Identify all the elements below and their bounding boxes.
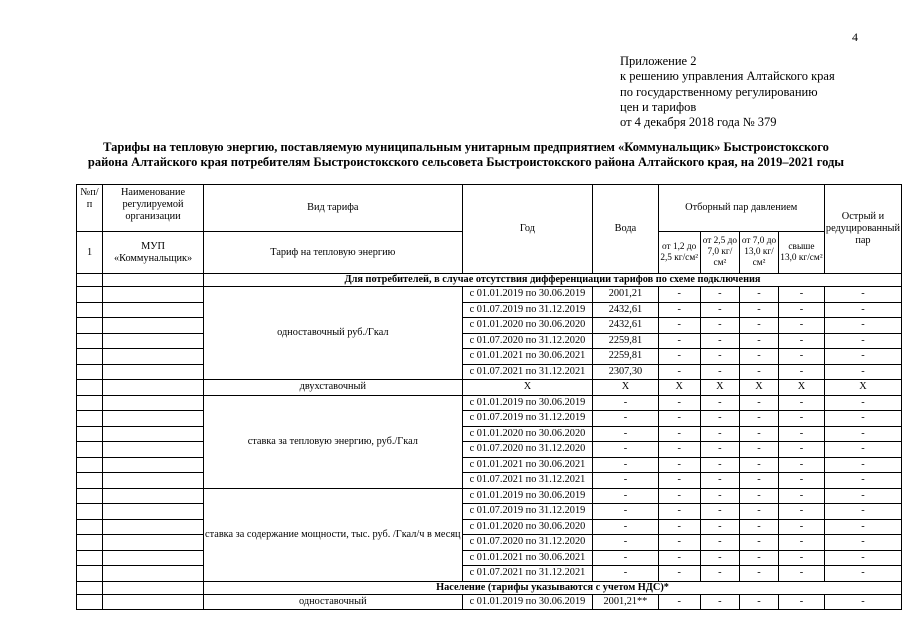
- empty-cell: [77, 473, 103, 489]
- empty-value-cell: -: [779, 442, 825, 458]
- water-value-cell: 2307,30: [593, 364, 658, 380]
- empty-value-cell: -: [740, 411, 779, 427]
- table-row: [77, 380, 902, 396]
- not-applicable-cell: Х: [824, 380, 901, 396]
- empty-cell: [77, 488, 103, 504]
- empty-value-cell: -: [740, 504, 779, 520]
- period-cell: с 01.01.2020 по 30.06.2020: [462, 318, 593, 334]
- header-year: Год: [462, 185, 593, 274]
- period-cell: с 01.07.2020 по 31.12.2020: [462, 535, 593, 551]
- header-steam-1: от 1,2 до 2,5 кг/см²: [658, 232, 700, 274]
- empty-value-cell: -: [824, 302, 901, 318]
- empty-value-cell: -: [824, 535, 901, 551]
- empty-value-cell: -: [824, 566, 901, 582]
- empty-value-cell: -: [779, 457, 825, 473]
- empty-value-cell: -: [658, 411, 700, 427]
- group-single-rate-population: одноставочный: [204, 594, 463, 610]
- empty-value-cell: -: [779, 594, 825, 610]
- appendix-line: Приложение 2: [620, 54, 697, 68]
- empty-value-cell: -: [700, 566, 739, 582]
- period-cell: с 01.01.2019 по 30.06.2019: [462, 594, 593, 610]
- section-row: [77, 274, 902, 287]
- empty-value-cell: -: [700, 473, 739, 489]
- empty-value-cell: -: [740, 488, 779, 504]
- appendix-line: по государственному регулированию: [620, 84, 818, 99]
- empty-value-cell: -: [779, 364, 825, 380]
- empty-value-cell: -: [740, 594, 779, 610]
- empty-value-cell: -: [700, 302, 739, 318]
- empty-cell: [77, 364, 103, 380]
- empty-value-cell: -: [740, 550, 779, 566]
- period-cell: с 01.01.2021 по 30.06.2021: [462, 550, 593, 566]
- table-row: [77, 519, 902, 535]
- empty-value-cell: -: [824, 457, 901, 473]
- empty-value-cell: -: [824, 411, 901, 427]
- empty-value-cell: -: [593, 519, 658, 535]
- empty-cell: [103, 442, 204, 458]
- period-cell: с 01.01.2019 по 30.06.2019: [462, 488, 593, 504]
- period-cell: с 01.01.2021 по 30.06.2021: [462, 457, 593, 473]
- title-line: района Алтайского края потребителям Быстроистокского сельсовета Быстроистокского района Алтайского края, на 2019–2021 годы: [87, 155, 845, 169]
- empty-value-cell: -: [658, 287, 700, 303]
- water-value-cell: 2001,21**: [593, 594, 658, 610]
- table-row: [77, 504, 902, 520]
- title-line: Тарифы на тепловую энергию, поставляемую муниципальным унитарным предприятием «Коммунальщик» Быстроистокского: [103, 140, 829, 154]
- empty-value-cell: -: [593, 411, 658, 427]
- table-row: [77, 364, 902, 380]
- page-number: 4: [852, 30, 858, 44]
- empty-cell: [77, 504, 103, 520]
- header-water: Вода: [593, 185, 658, 274]
- table-row: [77, 302, 902, 318]
- appendix-line: от 4 декабря 2018 года № 379: [620, 115, 777, 130]
- not-applicable-cell: Х: [462, 380, 593, 396]
- appendix-line: к решению управления Алтайского края: [620, 69, 835, 84]
- empty-value-cell: -: [593, 566, 658, 582]
- empty-value-cell: -: [824, 287, 901, 303]
- empty-value-cell: -: [700, 426, 739, 442]
- empty-value-cell: -: [740, 333, 779, 349]
- empty-value-cell: -: [824, 519, 901, 535]
- empty-cell: [103, 364, 204, 380]
- period-cell: с 01.07.2021 по 31.12.2021: [462, 364, 593, 380]
- empty-value-cell: -: [740, 287, 779, 303]
- empty-value-cell: -: [824, 426, 901, 442]
- empty-cell: [103, 594, 204, 610]
- empty-value-cell: -: [593, 535, 658, 551]
- empty-value-cell: -: [658, 550, 700, 566]
- period-cell: с 01.01.2019 по 30.06.2019: [462, 287, 593, 303]
- water-value-cell: 2432,61: [593, 302, 658, 318]
- table-row: [77, 426, 902, 442]
- empty-value-cell: -: [824, 550, 901, 566]
- table-row: [77, 457, 902, 473]
- empty-value-cell: -: [593, 504, 658, 520]
- not-applicable-cell: Х: [593, 380, 658, 396]
- empty-cell: [77, 426, 103, 442]
- org-tariff: Тариф на тепловую энергию: [204, 232, 463, 274]
- appendix-note: [620, 54, 835, 130]
- empty-value-cell: -: [593, 550, 658, 566]
- empty-value-cell: -: [700, 349, 739, 365]
- empty-cell: [77, 287, 103, 303]
- empty-value-cell: -: [824, 594, 901, 610]
- empty-value-cell: -: [779, 488, 825, 504]
- empty-cell: [103, 519, 204, 535]
- period-cell: с 01.01.2019 по 30.06.2019: [462, 395, 593, 411]
- empty-value-cell: -: [658, 442, 700, 458]
- empty-cell: [103, 535, 204, 551]
- empty-cell: [77, 594, 103, 610]
- empty-cell: [77, 380, 103, 396]
- empty-cell: [103, 411, 204, 427]
- table-row: [77, 594, 902, 610]
- period-cell: с 01.07.2020 по 31.12.2020: [462, 333, 593, 349]
- empty-cell: [103, 581, 204, 594]
- empty-cell: [103, 380, 204, 396]
- empty-value-cell: -: [700, 535, 739, 551]
- appendix-line: цен и тарифов: [620, 99, 697, 114]
- empty-value-cell: -: [658, 504, 700, 520]
- empty-cell: [77, 395, 103, 411]
- empty-value-cell: -: [740, 457, 779, 473]
- empty-cell: [77, 550, 103, 566]
- empty-value-cell: -: [779, 550, 825, 566]
- empty-value-cell: -: [593, 473, 658, 489]
- empty-value-cell: -: [658, 519, 700, 535]
- water-value-cell: 2259,81: [593, 349, 658, 365]
- table-row: [77, 333, 902, 349]
- water-value-cell: 2001,21: [593, 287, 658, 303]
- empty-value-cell: -: [740, 442, 779, 458]
- empty-value-cell: -: [740, 318, 779, 334]
- empty-value-cell: -: [779, 473, 825, 489]
- period-cell: с 01.07.2021 по 31.12.2021: [462, 473, 593, 489]
- empty-cell: [77, 457, 103, 473]
- empty-cell: [77, 302, 103, 318]
- period-cell: с 01.07.2019 по 31.12.2019: [462, 302, 593, 318]
- empty-cell: [103, 287, 204, 303]
- empty-value-cell: -: [700, 318, 739, 334]
- empty-value-cell: -: [779, 302, 825, 318]
- empty-value-cell: -: [593, 426, 658, 442]
- empty-cell: [103, 274, 204, 287]
- not-applicable-cell: Х: [700, 380, 739, 396]
- empty-value-cell: -: [740, 473, 779, 489]
- empty-cell: [77, 411, 103, 427]
- org-name: МУП «Коммунальщик»: [103, 232, 204, 274]
- empty-cell: [103, 395, 204, 411]
- water-value-cell: 2259,81: [593, 333, 658, 349]
- empty-cell: [103, 333, 204, 349]
- table-row: [77, 442, 902, 458]
- empty-cell: [103, 457, 204, 473]
- empty-value-cell: -: [658, 473, 700, 489]
- water-value-cell: 2432,61: [593, 318, 658, 334]
- empty-value-cell: -: [658, 566, 700, 582]
- org-num: 1: [77, 232, 103, 274]
- section-row: [77, 581, 902, 594]
- period-cell: с 01.07.2021 по 31.12.2021: [462, 566, 593, 582]
- empty-cell: [103, 473, 204, 489]
- header-steam-4: свыше 13,0 кг/см²: [779, 232, 825, 274]
- empty-value-cell: -: [824, 488, 901, 504]
- empty-value-cell: -: [593, 395, 658, 411]
- empty-cell: [77, 274, 103, 287]
- empty-value-cell: -: [658, 333, 700, 349]
- header-steam-3: от 7,0 до 13,0 кг/см²: [740, 232, 779, 274]
- empty-value-cell: -: [700, 504, 739, 520]
- empty-value-cell: -: [700, 457, 739, 473]
- empty-cell: [103, 349, 204, 365]
- empty-value-cell: -: [658, 302, 700, 318]
- empty-value-cell: -: [700, 519, 739, 535]
- not-applicable-cell: Х: [779, 380, 825, 396]
- empty-value-cell: -: [779, 318, 825, 334]
- empty-value-cell: -: [779, 426, 825, 442]
- empty-value-cell: -: [740, 395, 779, 411]
- section-title-consumers: Для потребителей, в случае отсутствия дифференциации тарифов по схеме подключения: [204, 274, 902, 287]
- empty-value-cell: -: [740, 566, 779, 582]
- empty-value-cell: -: [700, 395, 739, 411]
- empty-cell: [77, 349, 103, 365]
- empty-value-cell: -: [700, 442, 739, 458]
- empty-value-cell: -: [658, 457, 700, 473]
- group-single-rate: одноставочный руб./Гкал: [204, 287, 463, 380]
- empty-value-cell: -: [658, 594, 700, 610]
- empty-value-cell: -: [824, 364, 901, 380]
- group-capacity-rate: ставка за содержание мощности, тыс. руб. /Гкал/ч в месяц: [204, 488, 463, 581]
- period-cell: с 01.07.2019 по 31.12.2019: [462, 504, 593, 520]
- empty-cell: [77, 442, 103, 458]
- table-row: [77, 287, 902, 303]
- empty-value-cell: -: [779, 411, 825, 427]
- empty-cell: [103, 488, 204, 504]
- empty-cell: [77, 535, 103, 551]
- empty-cell: [103, 318, 204, 334]
- empty-value-cell: -: [593, 457, 658, 473]
- not-applicable-cell: Х: [658, 380, 700, 396]
- empty-value-cell: -: [824, 442, 901, 458]
- empty-cell: [77, 519, 103, 535]
- empty-value-cell: -: [700, 411, 739, 427]
- table-row: [77, 566, 902, 582]
- empty-value-cell: -: [779, 287, 825, 303]
- empty-value-cell: -: [740, 349, 779, 365]
- empty-cell: [77, 318, 103, 334]
- empty-cell: [103, 550, 204, 566]
- empty-cell: [77, 566, 103, 582]
- empty-cell: [77, 333, 103, 349]
- empty-value-cell: -: [779, 535, 825, 551]
- empty-value-cell: -: [700, 333, 739, 349]
- empty-value-cell: -: [779, 504, 825, 520]
- header-sharp-steam: Острый и редуцированный пар: [824, 185, 901, 274]
- tariff-table: [76, 184, 902, 610]
- empty-cell: [103, 504, 204, 520]
- empty-value-cell: -: [658, 318, 700, 334]
- empty-cell: [103, 426, 204, 442]
- empty-value-cell: -: [700, 550, 739, 566]
- period-cell: с 01.01.2021 по 30.06.2021: [462, 349, 593, 365]
- empty-value-cell: -: [658, 535, 700, 551]
- empty-value-cell: -: [779, 395, 825, 411]
- document-title: [40, 140, 892, 170]
- period-cell: с 01.07.2020 по 31.12.2020: [462, 442, 593, 458]
- empty-value-cell: -: [658, 349, 700, 365]
- header-org: Наименование регулируемой организации: [103, 185, 204, 232]
- period-cell: с 01.01.2020 по 30.06.2020: [462, 426, 593, 442]
- header-steam-2: от 2,5 до 7,0 кг/см²: [700, 232, 739, 274]
- empty-value-cell: -: [700, 364, 739, 380]
- empty-value-cell: -: [658, 488, 700, 504]
- empty-value-cell: -: [593, 442, 658, 458]
- empty-value-cell: -: [779, 519, 825, 535]
- table-row: [77, 488, 902, 504]
- empty-value-cell: -: [593, 488, 658, 504]
- empty-value-cell: -: [824, 504, 901, 520]
- period-cell: с 01.01.2020 по 30.06.2020: [462, 519, 593, 535]
- empty-value-cell: -: [824, 349, 901, 365]
- empty-value-cell: -: [658, 395, 700, 411]
- empty-value-cell: -: [824, 395, 901, 411]
- empty-cell: [103, 302, 204, 318]
- empty-value-cell: -: [658, 364, 700, 380]
- empty-value-cell: -: [700, 287, 739, 303]
- table-row: [77, 349, 902, 365]
- empty-value-cell: -: [740, 535, 779, 551]
- empty-value-cell: -: [658, 426, 700, 442]
- empty-value-cell: -: [824, 333, 901, 349]
- empty-value-cell: -: [740, 364, 779, 380]
- table-row: [77, 395, 902, 411]
- empty-value-cell: -: [700, 488, 739, 504]
- empty-value-cell: -: [700, 594, 739, 610]
- empty-value-cell: -: [740, 302, 779, 318]
- empty-value-cell: -: [779, 566, 825, 582]
- not-applicable-cell: Х: [740, 380, 779, 396]
- empty-value-cell: -: [779, 333, 825, 349]
- table-row: [77, 473, 902, 489]
- group-two-rate: двухставочный: [204, 380, 463, 396]
- header-num: №п/п: [77, 185, 103, 232]
- table-row: [77, 318, 902, 334]
- section-title-population: Население (тарифы указываются с учетом НДС)*: [204, 581, 902, 594]
- empty-value-cell: -: [740, 426, 779, 442]
- header-tariff-type: Вид тарифа: [204, 185, 463, 232]
- empty-cell: [103, 566, 204, 582]
- table-row: [77, 411, 902, 427]
- empty-value-cell: -: [779, 349, 825, 365]
- empty-value-cell: -: [824, 318, 901, 334]
- table-row: [77, 535, 902, 551]
- header-row: [77, 185, 902, 232]
- table-row: [77, 550, 902, 566]
- group-energy-rate: ставка за тепловую энергию, руб./Гкал: [204, 395, 463, 488]
- empty-cell: [77, 581, 103, 594]
- period-cell: с 01.07.2019 по 31.12.2019: [462, 411, 593, 427]
- header-steam-group: Отборный пар давлением: [658, 185, 824, 232]
- empty-value-cell: -: [740, 519, 779, 535]
- empty-value-cell: -: [824, 473, 901, 489]
